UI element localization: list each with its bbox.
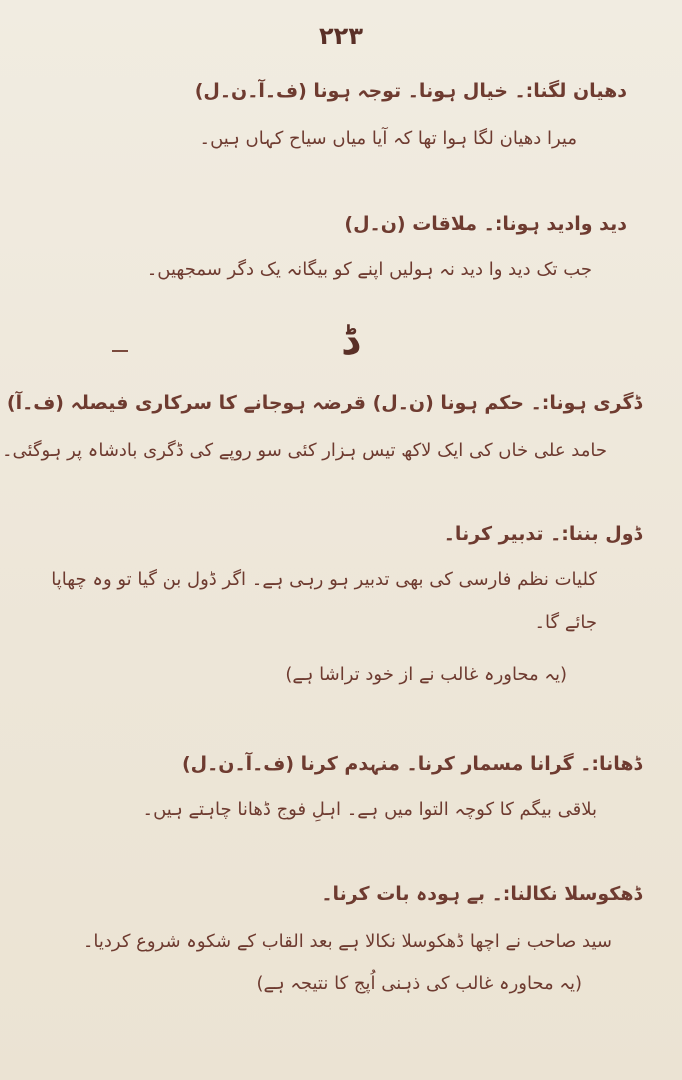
entry-example: میرا دھیان لگا ہوا تھا کہ آیا میاں سیاح کہاں ہیں۔ — [199, 128, 577, 149]
entry-heading: دھیان لگنا:۔ خیال ہونا۔ توجہ ہونا (ف۔آ۔ن۔ل) — [194, 80, 627, 102]
entry-heading: ڈھانا:۔ گرانا مسمار کرنا۔ منہدم کرنا (ف۔آ۔ن۔ل) — [181, 753, 642, 775]
entry-example: کلیات نظم فارسی کی بھی تدبیر ہو رہی ہے۔ اگر ڈول بن گیا تو وہ چھاپا — [51, 569, 597, 590]
entry-example: سید صاحب نے اچھا ڈھکوسلا نکالا ہے بعد القاب کے شکوہ شروع کردیا۔ — [82, 931, 612, 952]
entry-heading: دید وادید ہونا:۔ ملاقات (ن۔ل) — [344, 213, 627, 235]
page-number: ۲۲۳ — [319, 22, 363, 50]
entry-heading: ڈھکوسلا نکالنا:۔ بے ہودہ بات کرنا۔ — [321, 883, 642, 905]
entry-example: حامد علی خاں کی ایک لاکھ تیس ہزار کئی سو روپے کی ڈگری بادشاہ پر ہوگئی۔ — [2, 440, 607, 461]
entry-example: بلاقی بیگم کا کوچہ التوا میں ہے۔ اہلِ فوج ڈھانا چاہتے ہیں۔ — [142, 799, 597, 820]
entry-example: جائے گا۔ — [534, 612, 597, 633]
entry-heading: ڈگری ہونا:۔ حکم ہونا (ن۔ل) قرضہ ہوجانے کا سرکاری فیصلہ (ف۔آ) — [6, 392, 642, 414]
section-letter: ڈ — [341, 318, 359, 364]
entry-example: جب تک دید وا دید نہ ہولیں اپنے کو بیگانہ یک دگر سمجھیں۔ — [146, 259, 592, 280]
entry-heading: ڈول بننا:۔ تدبیر کرنا۔ — [443, 523, 642, 545]
divider-dash — [112, 350, 128, 352]
entry-note: (یہ محاورہ غالب نے از خود تراشا ہے) — [285, 664, 567, 685]
entry-note: (یہ محاورہ غالب کی ذہنی اُپج کا نتیجہ ہے) — [256, 973, 582, 994]
